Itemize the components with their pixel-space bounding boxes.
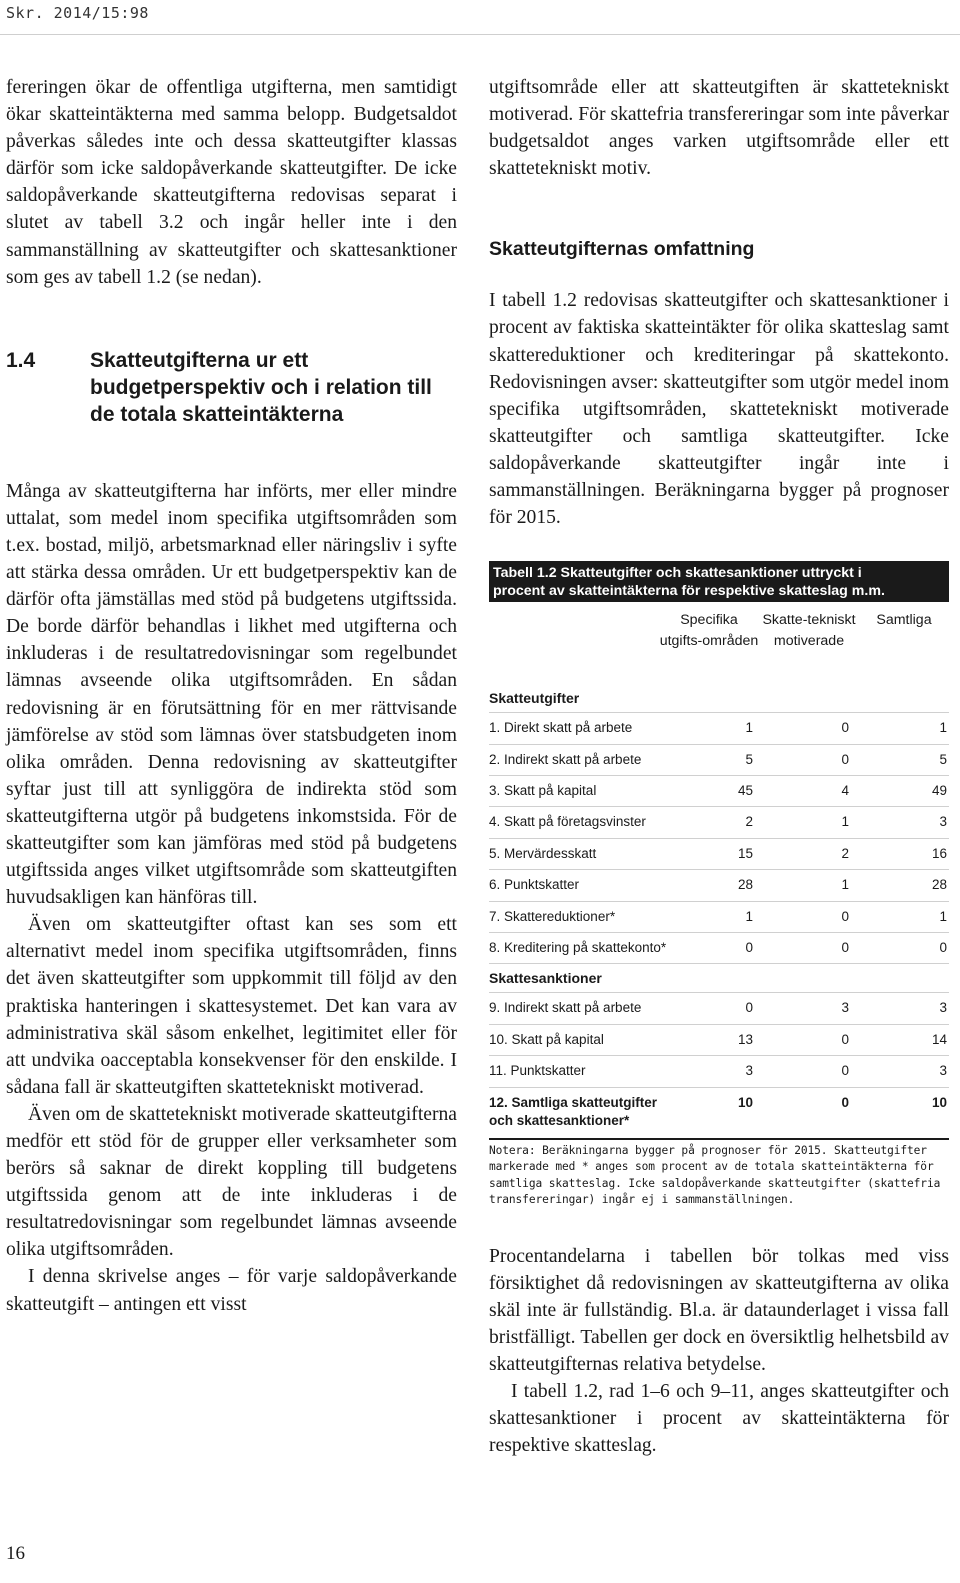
cell-all: 1 [939,908,947,924]
cell-technical: 4 [841,783,849,798]
cell-technical: 1 [841,877,849,893]
paragraph: utgiftsområde eller att skatteutgiften är skattetekniskt motiverad. För skattefria transfereringar som inte påverkar budgetsaldot anges varken utgiftsområde eller ett skattetekniskt motiv. [489,77,949,180]
row-label: 5. Mervärdesskatt [489,845,597,861]
paragraph: Procentandelarna i tabellen bör tolkas med viss försiktighet då redovisningen av skatteutgifterna av olika skäl inte är fullständig. Bl.a. är dataunderlaget i vissa fall bristfälligt. Tabellen ger dock en översiktlig helhetsbild av skatteutgifternas relativa betydelse. [489,1245,949,1375]
cell-all: 3 [939,814,947,830]
table-row [489,933,949,964]
cell-specific: 5 [745,751,753,767]
cell-all: 16 [931,845,947,861]
cell-specific: 1 [745,908,753,924]
column-header-technical: Skatte-tekniskt motiverade [762,612,856,650]
row-label: 8. Kreditering på skattekonto* [489,939,667,955]
row-label: 2. Indirekt skatt på arbete [489,751,642,767]
cell-technical: 0 [841,1063,849,1079]
cell-technical: 0 [841,751,849,767]
cell-specific: 3 [745,1063,753,1079]
cell-technical: 2 [841,845,849,861]
paragraph: Även om skatteutgifter oftast kan ses som ett alternativt medel inom specifika utgiftsområden, finns det även skatteutgifter som uppkommit till följd av den praktiska hanteringen i skattesystemet. Det kan vara av administrativa skäl såsom enkelhet, legitimitet eller för att undvika oacceptabla konsekvenser för den enskilde. I sådana fall är skatteutgiften skattetekniskt motiverad. [6,914,457,1098]
cell-specific: 0 [745,939,753,955]
cell-all: 0 [939,939,947,955]
table-row [489,776,949,807]
row-label: 10. Skatt på kapital [489,1031,604,1047]
cell-all: 28 [931,877,947,893]
table-row [489,1025,949,1056]
cell-all: 3 [939,1063,947,1079]
row-label: 11. Punktskatter [489,1063,586,1079]
table-caption-line: Tabell 1.2 Skatteutgifter och skattesanktioner uttryckt i [493,565,862,582]
cell-specific: 1 [745,720,753,736]
section-number: 1.4 [6,348,36,372]
table-row [489,745,949,776]
table-total-row [489,1088,949,1140]
cell-technical: 3 [841,1000,849,1016]
row-label-line: och skattesanktioner* [489,1112,630,1128]
cell-all: 1 [939,720,947,736]
row-label-line: 12. Samtliga skatteutgifter [489,1094,658,1110]
table-row [489,713,949,744]
cell-technical: 0 [841,720,849,736]
row-label: 3. Skatt på kapital [489,783,597,798]
table-row [489,1056,949,1087]
cell-all: 3 [939,1000,947,1016]
table-section-label: Skatteutgifter [489,684,949,713]
data-table [489,561,949,1208]
cell-all: 10 [931,1094,947,1110]
table-row [489,902,949,933]
right-column [489,74,949,1459]
running-header: Skr. 2014/15:98 [6,4,149,22]
row-label: 4. Skatt på företagsvinster [489,814,646,830]
cell-specific: 2 [745,814,753,830]
table-row [489,870,949,901]
subheading: Skatteutgifternas omfattning [489,238,755,261]
cell-technical: 0 [841,908,849,924]
table-row [489,839,949,870]
table-row [489,993,949,1024]
cell-specific: 28 [737,877,753,893]
paragraph: I tabell 1.2, rad 1–6 och 9–11, anges skatteutgifter och skattesanktioner i procent av skatteintäkterna för respektive skatteslag. [489,1380,949,1457]
table-caption-line: procent av skatteintäkterna för respektive skatteslag m.m. [493,583,885,600]
cell-technical: 0 [841,1031,849,1047]
header-divider [0,34,960,35]
row-label: 1. Direkt skatt på arbete [489,720,633,736]
column-header-specific-areas: Specifika utgifts-områden [659,612,759,650]
row-label: 7. Skattereduktioner* [489,908,616,924]
cell-technical: 1 [841,814,849,830]
table-section-label: Skattesanktioner [489,964,949,993]
cell-specific: 45 [737,783,753,798]
cell-specific: 15 [737,845,753,861]
table-column-headers [489,602,949,684]
table-note: Notera: Beräkningarna bygger på prognoser för 2015. Skatteutgifter markerade med * anges som procent av de totala skatteintäkterna för samtliga skatteslag. Icke saldopåverkande skatteutgifter (skattefria transfereringar) ingår ej i sammanställningen. [489,1143,941,1207]
row-label: 9. Indirekt skatt på arbete [489,1000,642,1016]
cell-specific: 13 [737,1031,753,1047]
row-label: 6. Punktskatter [489,877,580,893]
column-header-all: Samtliga [876,612,932,629]
cell-all: 49 [931,783,947,798]
table-row [489,807,949,838]
row-label [489,1094,685,1138]
cell-all: 14 [931,1031,947,1047]
cell-technical: 0 [841,939,849,955]
intro-paragraph: fereringen ökar de offentliga utgifterna, men samtidigt ökar skatteintäkterna med samma belopp. Budgetsaldot påverkas således inte och dessa skatteutgifter klassas därför som icke saldopåverkande skatteutgifter. De icke saldopåverkande skatteutgifterna redovisas separat i slutet av tabell 3.2 och ingår heller inte i den sammanställning av skatteutgifter och skattesanktioner som ges av tabell 1.2 (se nedan). [6,77,457,288]
cell-specific: 10 [737,1094,753,1110]
paragraph: Även om de skattetekniskt motiverade skatteutgifterna medför ett stöd för de grupper eller verksamheter som berörs så saknar de direkt koppling till budgetens utgiftssida genom att de inte inkluderas i de resultatredovisningar som regelbundet lämnas avseende olika utgiftsområden. [6,1103,457,1261]
left-column [6,74,457,1318]
paragraph: I tabell 1.2 redovisas skatteutgifter och skattesanktioner i procent av faktiska skatteintäkter för olika skatteslag samt skattereduktioner och krediteringar på skattekonto. Redovisningen avser: skatteutgifter som utgör medel inom specifika utgiftsområden, skattetekniskt motiverade skatteutgifter och samtliga skatteutgifter. Icke saldopåverkande skatteutgifter ingår inte i sammanställningen. Beräkningarna bygger på prognoser för 2015. [489,290,949,529]
cell-all: 5 [939,751,947,767]
cell-specific: 0 [745,1000,753,1016]
section-heading [6,347,457,428]
paragraph: Många av skatteutgifterna har införts, mer eller mindre uttalat, som medel inom specifika utgiftsområden som t.ex. bostad, miljö, arbetsmarknad eller näringsliv i syfte att stärka dessa områden. Ur ett budgetperspektiv kan de därför ofta jämställas med stöd på budgetens utgiftssida. De borde därför behandlas i likhet med utgifterna och inkluderas i de resultatredovisningar som regelbundet lämnas avseende olika utgiftsområden. En sådan redovisning är en förutsättning för en mer rättvisande jämförelse av stöd som lämnas över statsbudgeten inom olika områden. Denna redovisning av skatteutgifter syftar just till att synliggöra de indirekta stöd som skatteutgifterna utgör på budgetens inkomstsida. För de skatteutgifter som kan jämföras med stöd på budgetens utgiftssida anges vilket utgiftsområde som skatteutgiften huvudsakligen kan hänföras till. [6,480,457,909]
table-caption [489,561,949,602]
paragraph: I denna skrivelse anges – för varje saldopåverkande skatteutgift – antingen ett visst [6,1266,457,1315]
page-number: 16 [6,1543,25,1564]
section-title: Skatteutgifterna ur ett budgetperspektiv och i relation till de totala skatteintäkterna [90,348,432,426]
cell-technical: 0 [841,1094,849,1110]
